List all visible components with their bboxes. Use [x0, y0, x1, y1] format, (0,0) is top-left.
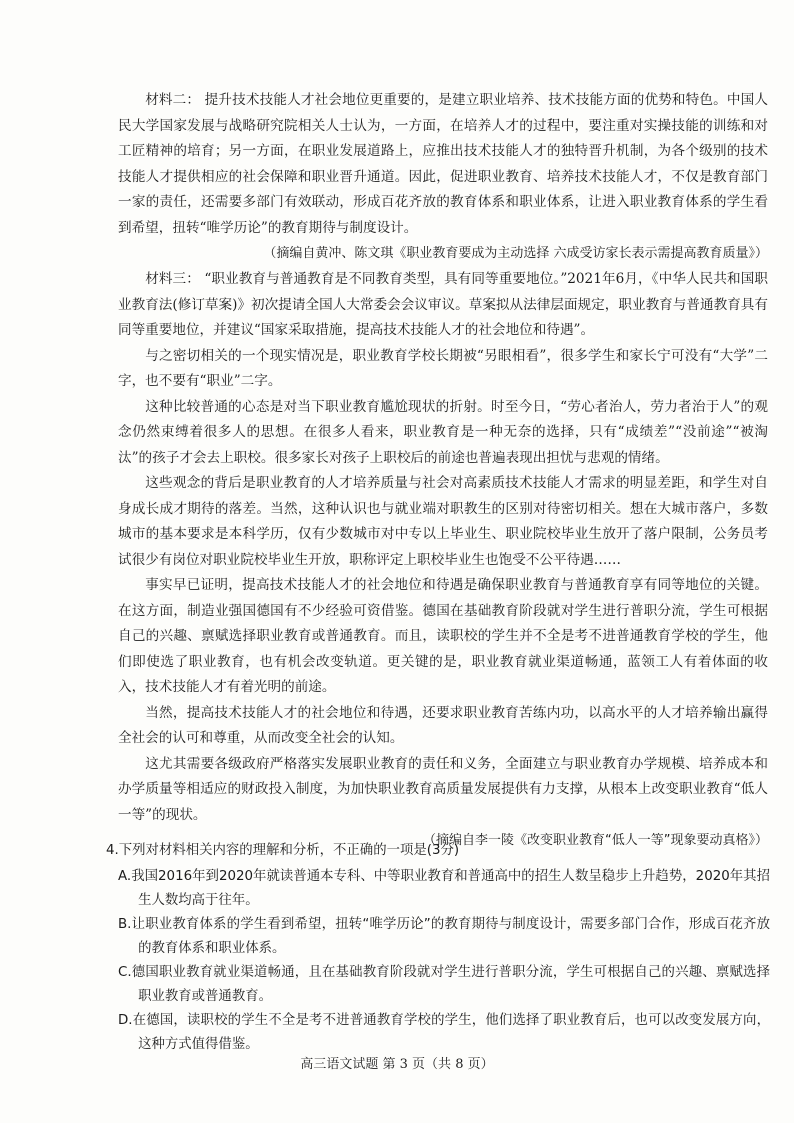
material-3-source: （摘编自李一陵《改变职业教育“低人一等”现象要动真格》）: [423, 833, 768, 848]
material-3-paragraph-4: 这些观念的背后是职业教育的人才培养质量与社会对高素质技术技能人才需求的明显差距，和学生对自身成长成才期待的落差。当然，这种认识也与就业端对职教生的区别对待密切相关。想在大城市落户，多数城市的基本要求是本科学历，仅有少数城市对中专以上毕业生、职业院校毕业生放开了落户限制，公务员考试很少有岗位对职业院校毕业生开放，职称评定上职校毕业生也饱受不公平待遇……: [118, 475, 768, 568]
material-3-paragraph-1: 材料三： “职业教育与普通教育是不同教育类型，具有同等重要地位。”2021年6月，《中华人民共和国职业教育法(修订草案)》初次提请全国人大常委会会议审议。草案拟从法律层面规定，职业教育与普通教育具有同等重要地位，并建议“国家采取措施，提高技术技能人才的社会地位和待遇”。: [118, 271, 768, 338]
article-body: [118, 88, 768, 854]
material-3-paragraph-2: 与之密切相关的一个现实情况是，职业教育学校长期被“另眼相看”，很多学生和家长宁可没有“大学”二字，也不要有“职业”二字。: [118, 347, 768, 389]
option-b: B.让职业教育体系的学生看到希望，扭转“唯学历论”的教育期待与制度设计，需要多部门合作，形成百花齐放的教育体系和职业体系。: [118, 917, 770, 956]
material-3-paragraph-5: 事实早已证明，提高技术技能人才的社会地位和待遇是确保职业教育与普通教育享有同等地位的关键。在这方面，制造业强国德国有不少经验可资借鉴。德国在基础教育阶段就对学生进行普职分流，学生可根据自己的兴趣、禀赋选择职业教育或普通教育。而且，读职校的学生并不全是考不进普通教育学校的学生，他们即使选了职业教育，也有机会改变轨道。更关键的是，职业教育就业渠道畅通，蓝领工人有着体面的收入，技术技能人才有着光明的前途。: [118, 577, 768, 695]
material-2-source: （摘编自黄冲、陈文琪《职业教育要成为主动选择 六成受访家长表示需提高教育质量》）: [263, 246, 768, 261]
material-3-paragraph-6: 当然，提高技术技能人才的社会地位和待遇，还要求职业教育苦练内功，以高水平的人才培养输出赢得全社会的认可和尊重，从而改变全社会的认知。: [118, 704, 768, 746]
question-stem: 4.下列对材料相关内容的理解和分析，不正确的一项是(3分): [106, 843, 460, 858]
option-a: A.我国2016年到2020年就读普通本专科、中等职业教育和普通高中的招生人数呈稳步上升趋势，2020年其招生人数均高于往年。: [118, 869, 770, 908]
option-c: C.德国职业教育就业渠道畅通，且在基础教育阶段就对学生进行普职分流，学生可根据自己的兴趣、禀赋选择职业教育或普通教育。: [118, 965, 770, 1004]
material-2-paragraph: 材料二： 提升技术技能人才社会地位更重要的，是建立职业培养、技术技能方面的优势和特色。中国人民大学国家发展与战略研究院相关人士认为，一方面，在培养人才的过程中，要注重对实操技能的训练和对工匠精神的培育；另一方面，在职业发展道路上，应推出技术技能人才的独特晋升机制，为各个级别的技术技能人才提供相应的社会保障和职业晋升通道。因此，促进职业教育、培养技术技能人才，不仅是教育部门一家的责任，还需要多部门有效联动，形成百花齐放的教育体系和职业体系，让进入职业教育体系的学生看到希望，扭转“唯学历论”的教育期待与制度设计。: [118, 92, 768, 236]
option-d: D.在德国，读职校的学生不全是考不进普通教育学校的学生，他们选择了职业教育后，也可以改变发展方向，这种方式值得借鉴。: [118, 1013, 770, 1052]
material-3-paragraph-7: 这尤其需要各级政府严格落实发展职业教育的责任和义务，全面建立与职业教育办学规模、培养成本和办学质量等相适应的财政投入制度，为加快职业教育高质量发展提供有力支撑，从根本上改变职业教育“低人一等”的现状。: [118, 755, 768, 823]
page-footer: 高三语文试题 第 3 页（共 8 页）: [300, 1057, 494, 1072]
material-3-paragraph-3: 这种比较普通的心态是对当下职业教育尴尬现状的折射。时至今日，“劳心者治人，劳力者治于人”的观念仍然束缚着很多人的思想。在很多人看来，职业教育是一种无奈的选择，只有“成绩差”“没前途”“被淘汰”的孩子才会去上职校。很多家长对孩子上职校后的前途也普遍表现出担忧与悲观的情绪。: [118, 398, 768, 466]
question-4: [106, 839, 770, 1057]
